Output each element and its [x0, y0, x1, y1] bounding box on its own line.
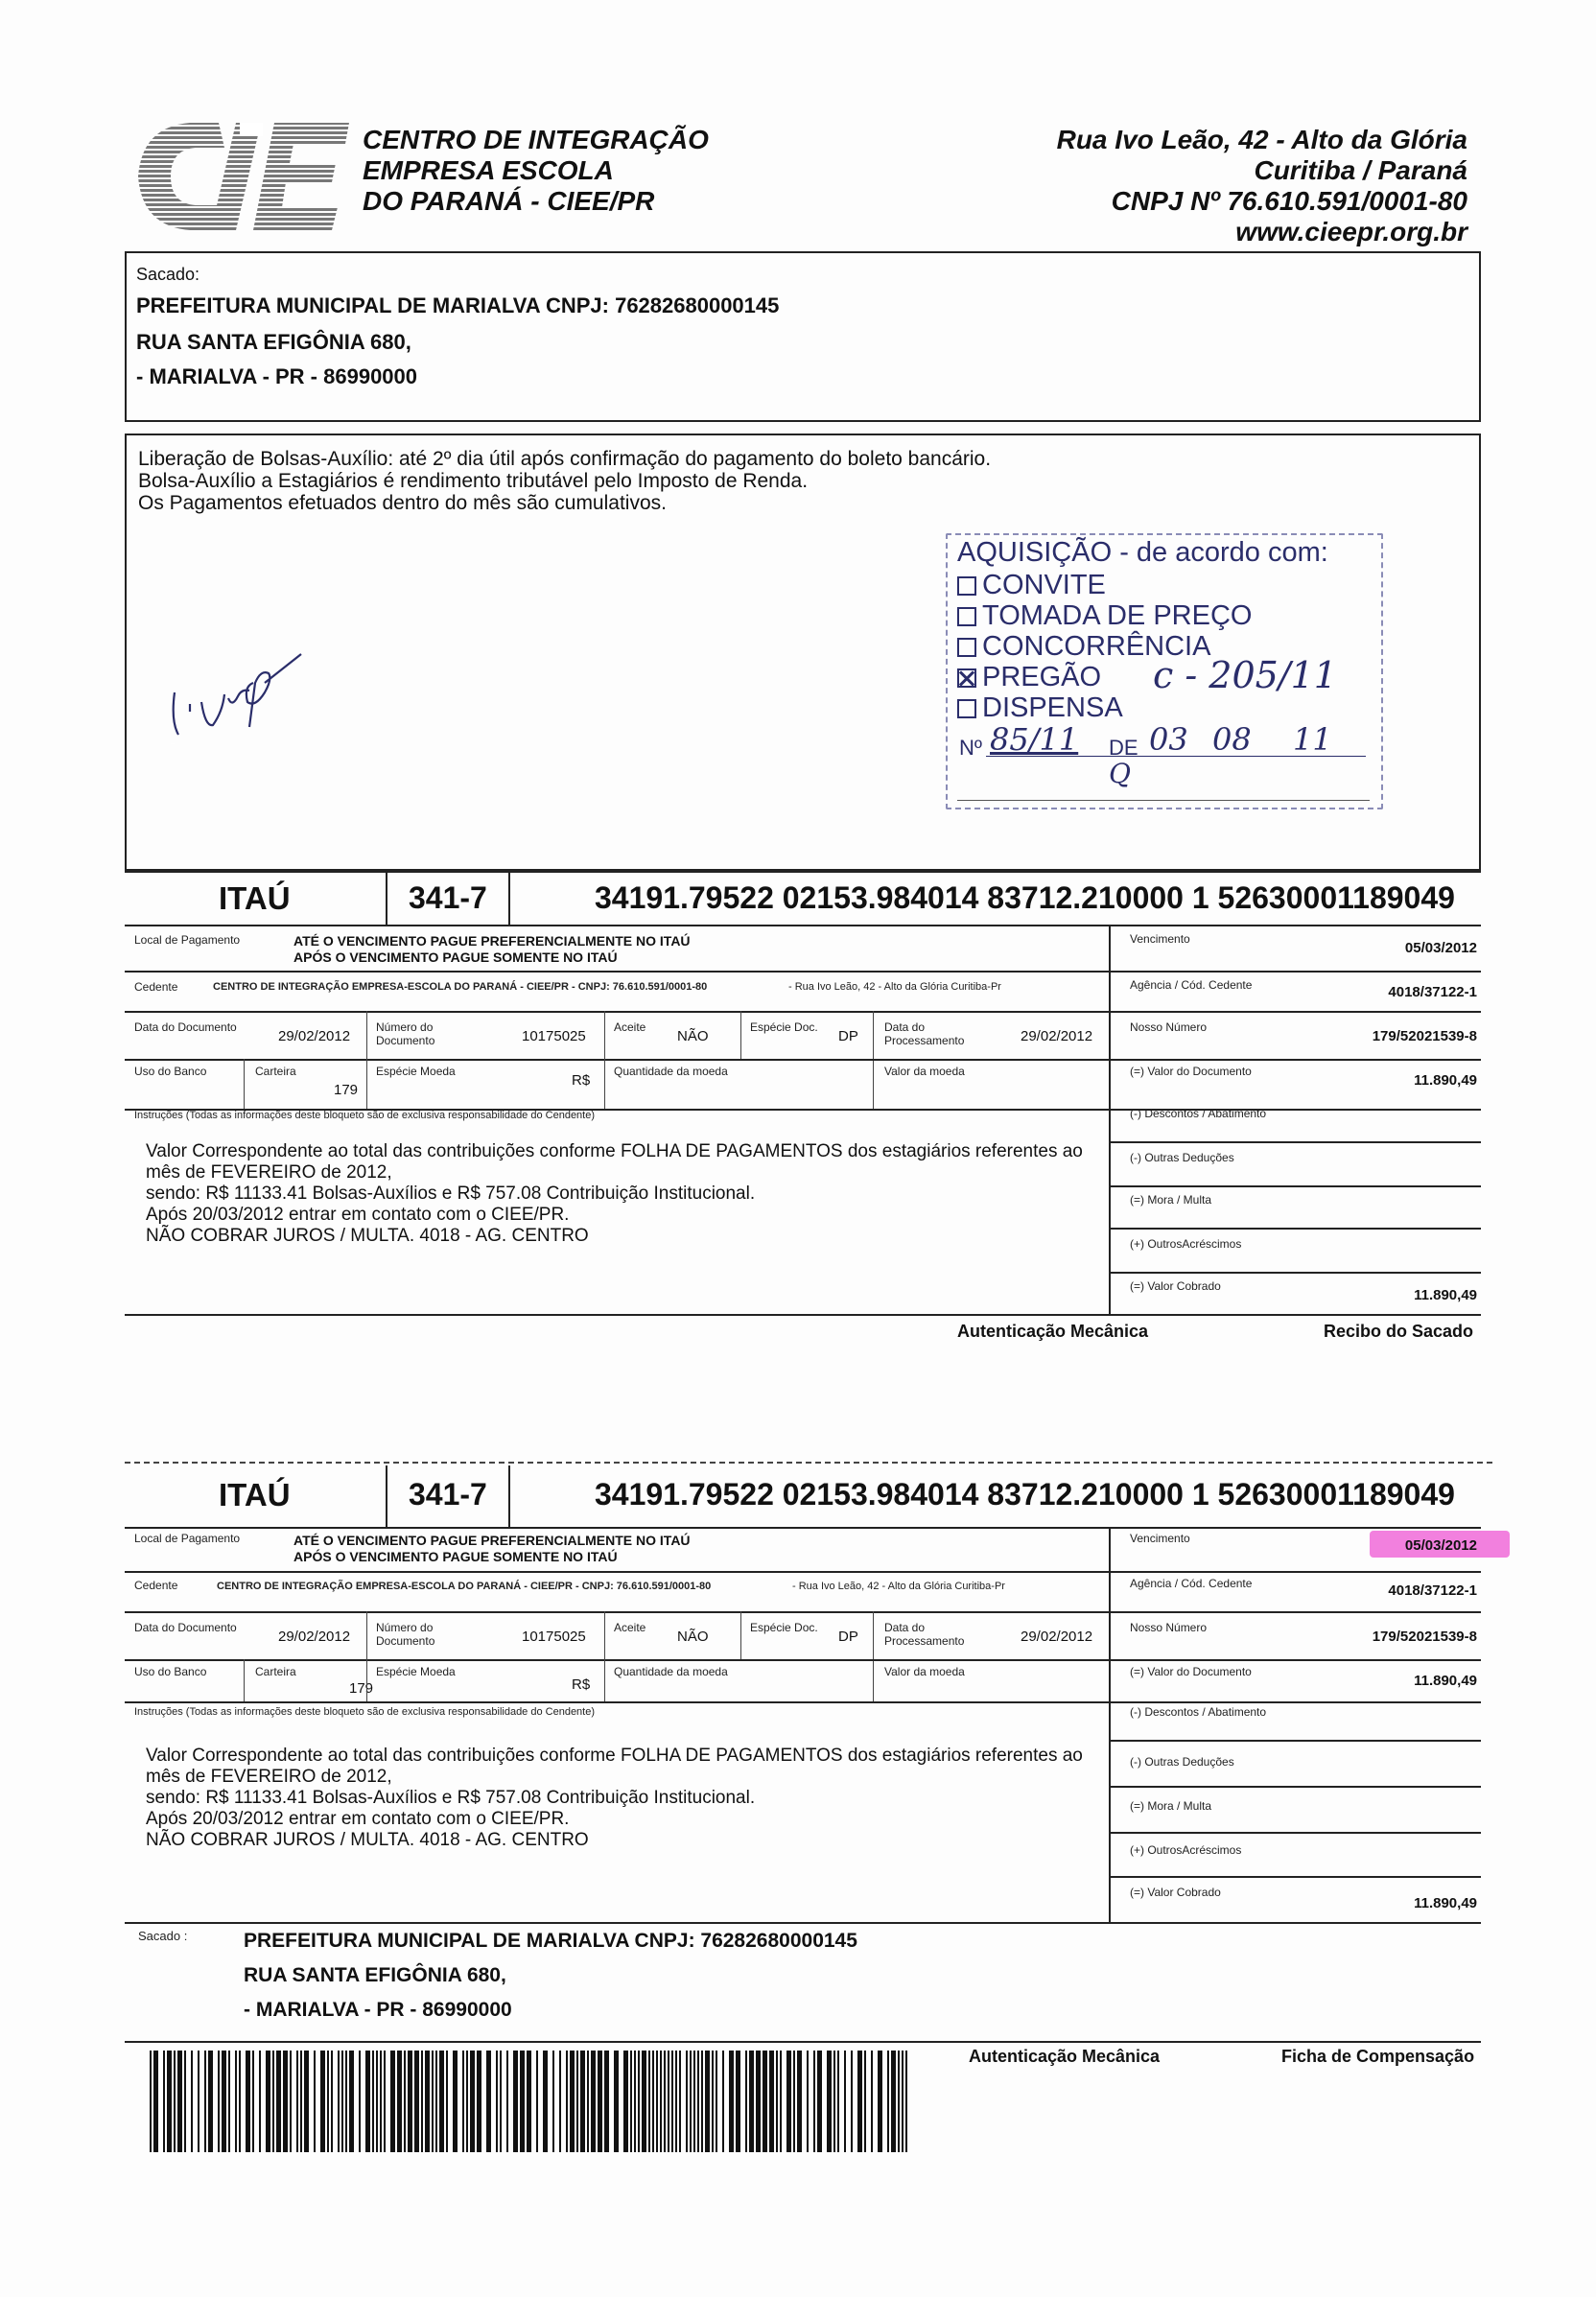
barcode-bar [506, 2051, 508, 2152]
barcode-bar [425, 2051, 430, 2152]
sacado-city: - MARIALVA - PR - 86990000 [244, 1999, 512, 2021]
barcode-bar [408, 2051, 412, 2152]
valor-documento-value: 11.890,49 [1414, 1072, 1477, 1089]
instrucao-2: mês de FEVEREIRO de 2012, [146, 1767, 392, 1787]
stamp-no-label: Nº [959, 736, 982, 760]
barcode-bar [693, 2051, 695, 2152]
descontos-label: (-) Descontos / Abatimento [1130, 1705, 1267, 1719]
data-processamento-value: 29/02/2012 [1021, 1028, 1093, 1044]
barcode-bar [266, 2051, 270, 2152]
barcode-bar [235, 2051, 237, 2152]
barcode-bar [614, 2051, 619, 2152]
barcode-bar [591, 2051, 596, 2152]
valor-cobrado-label: (=) Valor Cobrado [1130, 1279, 1221, 1293]
barcode-bar [341, 2051, 343, 2152]
barcode-bar [453, 2051, 458, 2152]
note-line-2: Bolsa-Auxílio a Estagiários é rendimento tributável pelo Imposto de Renda. [138, 470, 809, 492]
barcode-bar [660, 2051, 662, 2152]
valor-cobrado-value: 11.890,49 [1414, 1287, 1477, 1303]
barcode-bar [496, 2051, 498, 2152]
cedente-name: CENTRO DE INTEGRAÇÃO EMPRESA-ESCOLA DO PARANÁ - CIEE/PR - CNPJ: 76.610.591/0001-80 [217, 1581, 712, 1592]
handwritten-signature [161, 645, 305, 750]
recibo-sacado-label: Recibo do Sacado [1324, 1322, 1474, 1341]
especie-doc-value: DP [838, 1629, 858, 1645]
barcode-bar [716, 2051, 717, 2152]
ficha-compensacao-label: Ficha de Compensação [1281, 2047, 1475, 2066]
barcode-bar [686, 2051, 688, 2152]
data-documento-label: Data do Documento [134, 1621, 237, 1634]
local-pagamento-2: APÓS O VENCIMENTO PAGUE SOMENTE NO ITAÚ [293, 949, 618, 965]
barcode-bar [745, 2051, 747, 2152]
local-pagamento-label: Local de Pagamento [134, 933, 241, 947]
instrucao-3: sendo: R$ 11133.41 Bolsas-Auxílios e R$ 757.08 Contribuição Institucional. [146, 1788, 756, 1808]
sacado-label: Sacado : [138, 1929, 188, 1943]
barcode-bar [239, 2051, 241, 2152]
agencia-value: 4018/37122-1 [1388, 1582, 1477, 1599]
carteira-value: 179 [349, 1680, 374, 1697]
barcode-bar [432, 2051, 434, 2152]
barcode-bar [844, 2051, 846, 2152]
nosso-numero-value: 179/52021539-8 [1372, 1028, 1477, 1044]
valor-documento-label: (=) Valor do Documento [1130, 1065, 1252, 1078]
nosso-numero-label: Nosso Número [1130, 1621, 1208, 1634]
instrucoes-label: Instruções (Todas as informações deste bloqueto são de exclusiva responsabilidade do Cendente) [134, 1706, 596, 1718]
checkbox-icon [957, 607, 976, 626]
barcode-bar [833, 2051, 835, 2152]
uso-banco-label: Uso do Banco [134, 1065, 207, 1078]
barcode-bar [652, 2051, 654, 2152]
barcode-bar [252, 2051, 254, 2152]
nosso-numero-label: Nosso Número [1130, 1020, 1208, 1034]
barcode-bar [150, 2051, 152, 2152]
aceite-value: NÃO [677, 1629, 709, 1645]
stamp-option-tomada: TOMADA DE PREÇO [957, 600, 1252, 631]
barcode-bar [671, 2051, 673, 2152]
instrucao-4: Após 20/03/2012 entrar em contato com o CIEE/PR. [146, 1205, 570, 1225]
barcode-bar [807, 2051, 809, 2152]
barcode-bar [177, 2051, 182, 2152]
barcode-bar [887, 2051, 889, 2152]
instrucao-5: NÃO COBRAR JUROS / MULTA. 4018 - AG. CENTRO [146, 1226, 589, 1246]
checkbox-icon [957, 699, 976, 718]
barcode-bar [327, 2051, 329, 2152]
aceite-value: NÃO [677, 1028, 709, 1044]
barcode-bar [898, 2051, 900, 2152]
instrucao-5: NÃO COBRAR JUROS / MULTA. 4018 - AG. CENTRO [146, 1830, 589, 1850]
barcode-bar [552, 2051, 554, 2152]
org-line-1: CENTRO DE INTEGRAÇÃO [363, 125, 709, 154]
barcode-bar [756, 2051, 761, 2152]
barcode-bar [851, 2051, 853, 2152]
barcode-bar [902, 2051, 904, 2152]
barcode-bar [679, 2051, 681, 2152]
local-pagamento-1: ATÉ O VENCIMENTO PAGUE PREFERENCIALMENTE NO ITAÚ [293, 933, 691, 949]
checkbox-icon [957, 576, 976, 596]
barcode-bar [664, 2051, 666, 2152]
barcode-bar [290, 2051, 292, 2152]
nosso-numero-value: 179/52021539-8 [1372, 1629, 1477, 1645]
barcode-bar [486, 2051, 491, 2152]
descontos-label: (-) Descontos / Abatimento [1130, 1107, 1267, 1120]
barcode-bar [566, 2051, 568, 2152]
vencimento-value: 05/03/2012 [1404, 940, 1477, 956]
ciee-logo [132, 117, 353, 236]
barcode-bar [587, 2051, 589, 2152]
checked-checkbox-icon [957, 668, 976, 688]
barcode-bar [300, 2051, 302, 2152]
barcode-bar [736, 2051, 740, 2152]
barcode-bar [435, 2051, 437, 2152]
barcode-bar [749, 2051, 754, 2152]
valor-cobrado-label: (=) Valor Cobrado [1130, 1886, 1221, 1899]
stamp-mark: Q [1109, 758, 1131, 789]
barcode-bar [576, 2051, 578, 2152]
barcode-bar [570, 2051, 575, 2152]
barcode-bar [446, 2051, 448, 2152]
signature-text: Livre [171, 743, 176, 745]
vencimento-value: 05/03/2012 [1404, 1537, 1477, 1554]
instrucao-2: mês de FEVEREIRO de 2012, [146, 1162, 392, 1183]
carteira-label: Carteira [255, 1665, 296, 1678]
barcode-bar [421, 2051, 423, 2152]
cedente-address: - Rua Ivo Leão, 42 - Alto da Glória Curitiba-Pr [788, 981, 1001, 993]
especie-moeda-value: R$ [572, 1072, 591, 1089]
bank-name: ITAÚ [219, 880, 291, 916]
barcode-bar [623, 2051, 628, 2152]
note-line-3: Os Pagamentos efetuados dentro do mês são cumulativos. [138, 492, 667, 514]
barcode-bar [827, 2051, 832, 2152]
address-line-1: Rua Ivo Leão, 42 - Alto da Glória [1056, 125, 1467, 154]
barcode-bar [598, 2051, 602, 2152]
instrucao-1: Valor Correspondente ao total das contribuições conforme FOLHA DE PAGAMENTOS dos estagiários referentes ao [146, 1141, 1083, 1161]
instrucao-4: Após 20/03/2012 entrar em contato com o CIEE/PR. [146, 1809, 570, 1829]
agencia-label: Agência / Cód. Cedente [1130, 1577, 1253, 1590]
barcode-bar [722, 2051, 724, 2152]
barcode-bar [439, 2051, 444, 2152]
barcode-bar [634, 2051, 636, 2152]
vencimento-label: Vencimento [1130, 1532, 1190, 1545]
barcode-bar [218, 2051, 220, 2152]
barcode-bar [163, 2051, 165, 2152]
sacado-label: Sacado: [136, 265, 200, 284]
barcode-bar [536, 2051, 538, 2152]
agencia-value: 4018/37122-1 [1388, 984, 1477, 1000]
barcode-bar [604, 2051, 609, 2152]
sacado-name: PREFEITURA MUNICIPAL DE MARIALVA CNPJ: 76282680000145 [136, 293, 780, 317]
stamp-date-day: 03 [1149, 721, 1188, 758]
barcode-bar [208, 2051, 213, 2152]
barcode-bar [304, 2051, 309, 2152]
mora-label: (=) Mora / Multa [1130, 1193, 1212, 1207]
acrescimos-label: (+) OutrosAcréscimos [1130, 1843, 1242, 1857]
org-line-3: DO PARANÁ - CIEE/PR [363, 186, 655, 216]
cedente-address: - Rua Ivo Leão, 42 - Alto da Glória Curitiba-Pr [792, 1581, 1005, 1592]
mora-label: (=) Mora / Multa [1130, 1799, 1212, 1813]
barcode-bar [729, 2051, 734, 2152]
digitable-line[interactable]: 34191.79522 02153.984014 83712.210000 1 52630001189049 [595, 1477, 1455, 1512]
numero-documento-label: Número do Documento [376, 1020, 435, 1047]
aceite-label: Aceite [614, 1020, 646, 1034]
sacado-street: RUA SANTA EFIGÔNIA 680, [244, 1964, 506, 1986]
deducoes-label: (-) Outras Deduções [1130, 1755, 1234, 1769]
bank-code: 341-7 [409, 1477, 487, 1512]
barcode-bar [817, 2051, 822, 2152]
barcode-bar [769, 2051, 774, 2152]
autenticacao-label: Autenticação Mecânica [957, 1322, 1149, 1341]
barcode-bar [813, 2051, 815, 2152]
barcode-bar [513, 2051, 518, 2152]
autenticacao-label: Autenticação Mecânica [969, 2047, 1161, 2066]
barcode-bar [763, 2051, 767, 2152]
barcode-bar [776, 2051, 778, 2152]
barcode-bar [705, 2051, 710, 2152]
handwritten-ref: c - 205/11 [1153, 654, 1337, 696]
vencimento-label: Vencimento [1130, 932, 1190, 946]
especie-doc-value: DP [838, 1028, 858, 1044]
quantidade-moeda-label: Quantidade da moeda [614, 1665, 728, 1678]
data-documento-label: Data do Documento [134, 1020, 237, 1034]
checkbox-icon [957, 638, 976, 657]
barcode-bar [466, 2051, 468, 2152]
digitable-line[interactable]: 34191.79522 02153.984014 83712.210000 1 52630001189049 [595, 880, 1455, 915]
barcode-bar [349, 2051, 354, 2152]
stamp-option-pregao: PREGÃO [957, 662, 1101, 692]
barcode-bar [167, 2051, 172, 2152]
barcode-bar [630, 2051, 632, 2152]
barcode-bar [891, 2051, 896, 2152]
sacado-city: - MARIALVA - PR - 86990000 [136, 364, 418, 388]
especie-moeda-label: Espécie Moeda [376, 1065, 456, 1078]
valor-moeda-label: Valor da moeda [884, 1665, 965, 1678]
stamp-date-month: 08 [1212, 721, 1252, 758]
barcode-bar [365, 2051, 370, 2152]
data-processamento-label: Data do Processamento [884, 1621, 965, 1648]
barcode-bar [477, 2051, 481, 2152]
valor-moeda-label: Valor da moeda [884, 1065, 965, 1078]
uso-banco-label: Uso do Banco [134, 1665, 207, 1678]
barcode-bar [500, 2051, 502, 2152]
data-documento-value: 29/02/2012 [278, 1629, 351, 1645]
barcode-bar [259, 2051, 261, 2152]
local-pagamento-2: APÓS O VENCIMENTO PAGUE SOMENTE NO ITAÚ [293, 1549, 618, 1564]
barcode-bar [638, 2051, 640, 2152]
barcode-bar [675, 2051, 677, 2152]
cedente-label: Cedente [134, 1579, 178, 1592]
aceite-label: Aceite [614, 1621, 646, 1634]
barcode-bar [648, 2051, 650, 2152]
note-line-1: Liberação de Bolsas-Auxílio: até 2º dia útil após confirmação do pagamento do boleto bancário. [138, 448, 992, 470]
barcode-bar [404, 2051, 406, 2152]
sacado-street: RUA SANTA EFIGÔNIA 680, [136, 330, 411, 354]
bank-name: ITAÚ [219, 1477, 291, 1512]
sacado-name: PREFEITURA MUNICIPAL DE MARIALVA CNPJ: 76282680000145 [244, 1930, 857, 1952]
stamp-no-value: 85/11 [990, 721, 1079, 758]
website-link[interactable]: www.cieepr.org.br [1235, 217, 1467, 246]
barcode-bar [786, 2051, 791, 2152]
cut-line [125, 1462, 1492, 1464]
especie-doc-label: Espécie Doc. [750, 1621, 818, 1634]
barcode-bar [697, 2051, 699, 2152]
carteira-label: Carteira [255, 1065, 296, 1078]
barcode-bar [222, 2051, 226, 2152]
barcode-bar [559, 2051, 561, 2152]
barcode-bar [246, 2051, 250, 2152]
deducoes-label: (-) Outras Deduções [1130, 1151, 1234, 1164]
barcode-bar [871, 2051, 873, 2152]
barcode-bar [712, 2051, 714, 2152]
data-documento-value: 29/02/2012 [278, 1028, 351, 1044]
agencia-label: Agência / Cód. Cedente [1130, 978, 1253, 992]
sacado-box [125, 251, 1481, 422]
barcode-bar [857, 2051, 862, 2152]
barcode-bar [228, 2051, 230, 2152]
acquisition-stamp [946, 533, 1383, 809]
cedente-label: Cedente [134, 980, 178, 994]
barcode-bar [414, 2051, 419, 2152]
acrescimos-label: (+) OutrosAcréscimos [1130, 1237, 1242, 1251]
stamp-date-year: 11 [1293, 721, 1332, 758]
barcode-bar [204, 2051, 206, 2152]
valor-cobrado-value: 11.890,49 [1414, 1895, 1477, 1911]
numero-documento-label: Número do Documento [376, 1621, 435, 1648]
cedente-name: CENTRO DE INTEGRAÇÃO EMPRESA-ESCOLA DO PARANÁ - CIEE/PR - CNPJ: 76.610.591/0001-80 [213, 981, 708, 993]
bank-code: 341-7 [409, 880, 487, 915]
barcode-bar [668, 2051, 669, 2152]
barcode-bar [390, 2051, 395, 2152]
stamp-option-convite: CONVITE [957, 570, 1106, 600]
barcode-bar [397, 2051, 402, 2152]
barcode-bar [338, 2051, 340, 2152]
barcode-bar [580, 2051, 585, 2152]
barcode-bar [198, 2051, 200, 2152]
carteira-value: 179 [334, 1082, 359, 1098]
barcode-bar [690, 2051, 692, 2152]
data-processamento-value: 29/02/2012 [1021, 1629, 1093, 1645]
numero-documento-value: 10175025 [522, 1629, 586, 1645]
barcode-bar [642, 2051, 646, 2152]
org-line-2: EMPRESA ESCOLA [363, 155, 614, 185]
barcode-bar [527, 2051, 531, 2152]
barcode-bar [797, 2051, 802, 2152]
valor-documento-label: (=) Valor do Documento [1130, 1665, 1252, 1678]
barcode-bar [153, 2051, 158, 2152]
barcode-bar [331, 2051, 333, 2152]
instrucoes-label: Instruções (Todas as informações deste bloqueto são de exclusiva responsabilidade do Cendente) [134, 1110, 596, 1121]
barcode-bar [701, 2051, 703, 2152]
barcode-bar [380, 2051, 382, 2152]
barcode-bar [878, 2051, 882, 2152]
valor-documento-value: 11.890,49 [1414, 1673, 1477, 1689]
cnpj-line: CNPJ Nº 76.610.591/0001-80 [1111, 186, 1467, 216]
barcode-bar [191, 2051, 193, 2152]
barcode-bar [520, 2051, 525, 2152]
barcode-bar [174, 2051, 176, 2152]
instrucao-1: Valor Correspondente ao total das contribuições conforme FOLHA DE PAGAMENTOS dos estagiários referentes ao [146, 1746, 1083, 1766]
barcode-bar [793, 2051, 795, 2152]
barcode-bar [184, 2051, 186, 2152]
local-pagamento-1: ATÉ O VENCIMENTO PAGUE PREFERENCIALMENTE NO ITAÚ [293, 1533, 691, 1548]
barcode-bar [314, 2051, 316, 2152]
especie-moeda-label: Espécie Moeda [376, 1665, 456, 1678]
barcode-bar [345, 2051, 347, 2152]
stamp-title: AQUISIÇÃO - de acordo com: [957, 537, 1328, 568]
barcode-bar [543, 2051, 548, 2152]
barcode-bar [864, 2051, 866, 2152]
barcode-bar [462, 2051, 464, 2152]
stamp-option-concorrencia: CONCORRÊNCIA [957, 631, 1210, 662]
barcode-bar [320, 2051, 325, 2152]
barcode-bar [296, 2051, 298, 2152]
barcode-bar [837, 2051, 839, 2152]
data-processamento-label: Data do Processamento [884, 1020, 965, 1047]
especie-doc-label: Espécie Doc. [750, 1020, 818, 1034]
especie-moeda-value: R$ [572, 1676, 591, 1693]
stamp-option-dispensa: DISPENSA [957, 692, 1123, 723]
barcode-bar [780, 2051, 782, 2152]
barcode-bar [276, 2051, 281, 2152]
address-line-2: Curitiba / Paraná [1254, 155, 1467, 185]
numero-documento-value: 10175025 [522, 1028, 586, 1044]
barcode-bar [384, 2051, 386, 2152]
barcode-bar [372, 2051, 374, 2152]
barcode-bar [656, 2051, 658, 2152]
instrucao-3: sendo: R$ 11133.41 Bolsas-Auxílios e R$ 757.08 Contribuição Institucional. [146, 1184, 756, 1204]
stamp-de-label: DE [1109, 736, 1138, 760]
barcode-bar [359, 2051, 361, 2152]
quantidade-moeda-label: Quantidade da moeda [614, 1065, 728, 1078]
barcode-bar [905, 2051, 907, 2152]
barcode-bar [376, 2051, 378, 2152]
barcode [150, 2051, 917, 2152]
barcode-bar [283, 2051, 288, 2152]
barcode-bar [470, 2051, 475, 2152]
local-pagamento-label: Local de Pagamento [134, 1532, 241, 1545]
barcode-bar [272, 2051, 274, 2152]
